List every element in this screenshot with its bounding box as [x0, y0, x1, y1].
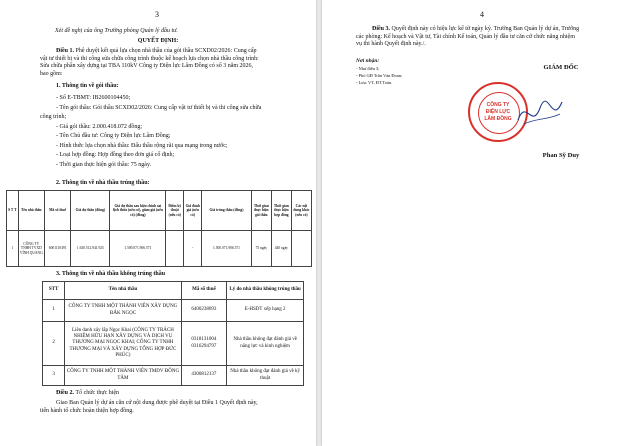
official-stamp-icon: CÔNG TY ĐIỆN LỰC LÂM ĐỒNG — [468, 82, 528, 142]
article-2-body: Giao Ban Quản lý dự án căn cứ nội dung được phê duyệt tại Điều 1 Quyết định này, tiến hành tổ chức hoàn thiện hợp đồng. — [40, 400, 258, 414]
section-1-items — [40, 94, 308, 170]
list-item: - Thời gian thực hiện gói thầu: 75 ngày. — [56, 161, 152, 168]
table-header-row: STT Tên nhà thầu Mã số thuế Lý do nhà thầu không trúng thầu — [43, 282, 304, 300]
list-item: - Loại hợp đồng: Hợp đồng theo đơn giá cố định; — [56, 152, 175, 158]
article-1: Điều 1. Phê duyệt kết quả lựa chọn nhà thầu của gói thầu SCXD02/2026: Cung cấp vật tư thiết bị và thi công sửa chữa công trình thuộc kế hoạch lựa chọn nhà thầu công trình: Sửa chữa phần xây dựng tại TBA 110kV Công ty Điện lực Lâm Đồng có số 3 năm 2026, bao gồm: — [40, 48, 259, 77]
article-1-label: Điều 1. — [56, 48, 74, 54]
table-header-row: S T T Tên nhà thầu Mã số thuế Giá dự thầu (đồng) Giá dự thầu sau hiệu chỉnh sai lệch thừa (nếu có), giảm giá (nếu có) (đồng) Điểm kỹ thuật (nếu có) Giá đánh giá (nếu có) Giá trúng thầu (đồng) Thời gian thực hiện gói thầu Thời gian thực hiện hợp đồng Các nội dung khác (nếu có) — [7, 191, 312, 231]
list-item: - Lưu: VT, ĐT.Toàn. — [356, 80, 393, 85]
decision-heading: QUYẾT ĐỊNH: — [137, 38, 179, 44]
document-page-4 — [322, 0, 640, 446]
list-item: - Như điều 3; — [356, 66, 380, 71]
page-number: 4 — [480, 10, 484, 19]
table-row: 2 Liên danh xây lắp Ngọc Khai (CÔNG TY TRÁCH NHIỆM HỮU HẠN XÂY DỰNG VÀ DỊCH VỤ THƯƠNG MẠI NGỌC KHAI; CÔNG TY TNHH THƯƠNG MẠI VÀ XÂY DỰNG TỔNG HỢP ĐỨC PHÚC) 0318131004 0316294797 Nhà thầu không đạt đánh giá về năng lực và kinh nghiệm — [43, 322, 304, 366]
recipients-title: Nơi nhận: — [356, 58, 380, 64]
section-1-title: 1. Thông tin về gói thầu: — [56, 83, 119, 89]
article-3: Điều 3. Quyết định này có hiệu lực kể từ ngày ký. Trưởng Ban Quản lý dự án, Trưởng các phòng: Kế hoạch và Vật tư, Tài chính Kế toán, Quản lý đầu tư căn cứ chức năng nhiệm vụ thi hành Quyết định này./. — [356, 26, 580, 48]
list-item: - Giá gói thầu: 2.000.418.072 đồng; — [56, 123, 142, 130]
list-item: - Hình thức lựa chọn nhà thầu: Đấu thầu rộng rãi qua mạng trong nước; — [56, 142, 228, 149]
table-row: 1 CÔNG TY TNHH TVXD VĨNH QUANG 6001110491 1.630.512.941.925 1.500.071.906.571 - 1.500.071.906.571 75 ngày 440 ngày — [7, 231, 312, 267]
article-3-label: Điều 3. — [372, 26, 390, 32]
list-item: công trình; — [40, 114, 67, 120]
list-item: - Số E-TBMT: IB2600104450; — [56, 95, 131, 101]
signer-title: GIÁM ĐỐC — [543, 64, 579, 71]
losing-bidders-table — [42, 281, 304, 386]
table-row: 1 CÔNG TY TNHH MỘT THÀNH VIÊN XÂY DỰNG ĐẮK NGỌC 6400238093 E-HSDT xếp hạng 2 — [43, 300, 304, 322]
intro-line: Xét đề nghị của ông Trưởng phòng Quản lý đầu tư. — [55, 28, 178, 34]
winning-bidder-table — [6, 190, 312, 267]
list-item: - Phó GĐ Trần Văn Đoan; — [356, 73, 403, 78]
signature-icon — [510, 90, 570, 135]
signer-name: Phan Sỹ Duy — [542, 152, 580, 159]
list-item: - Tên gói thầu: Gói thầu SCXD02/2026: Cung cấp vật tư thiết bị và thi công sửa chữa — [56, 104, 262, 111]
section-3-title: 3. Thông tin về nhà thầu không trúng thầu — [56, 271, 166, 277]
recipients-block — [356, 58, 402, 86]
article-2-heading: Điều 2. Tổ chức thực hiện — [56, 390, 120, 396]
article-2-label: Điều 2. — [56, 390, 74, 396]
page-number: 3 — [155, 10, 159, 19]
list-item: - Tên Chủ đầu tư: Công ty Điện lực Lâm Đồng; — [56, 133, 171, 139]
document-page-3 — [0, 0, 316, 446]
table-row: 3 CÔNG TY TNHH MỘT THÀNH VIÊN TMDV ĐÔNG TÂM 4300812137 Nhà thầu không đạt đánh giá về kỹ thuật — [43, 366, 304, 386]
section-2-title: 2. Thông tin về nhà thầu trúng thầu: — [56, 180, 150, 186]
